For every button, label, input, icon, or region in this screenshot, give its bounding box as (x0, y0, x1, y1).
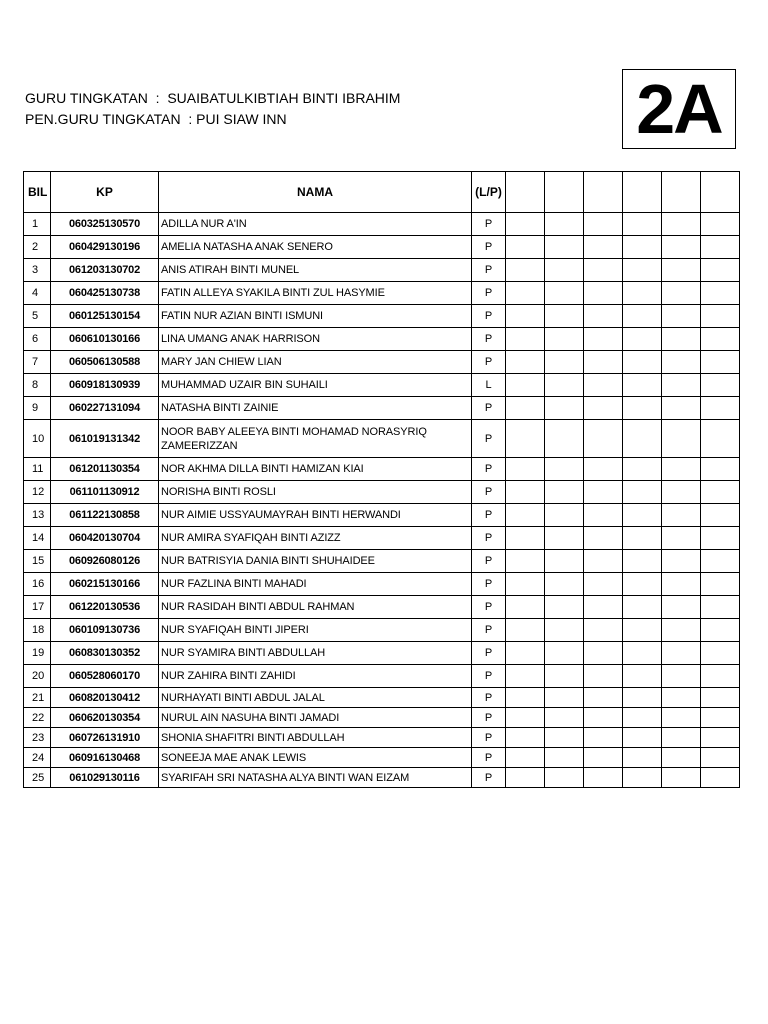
nama-cell: NURHAYATI BINTI ABDUL JALAL (159, 688, 472, 708)
lp-cell: P (472, 305, 506, 328)
lp-cell: P (472, 236, 506, 259)
blank-cell (701, 213, 740, 236)
bil-cell: 12 (24, 481, 51, 504)
blank-cell (584, 665, 623, 688)
kp-cell: 060429130196 (51, 236, 159, 259)
blank-cell (545, 642, 584, 665)
lp-cell: P (472, 708, 506, 728)
header-blank (701, 172, 740, 213)
blank-cell (584, 688, 623, 708)
blank-cell (506, 374, 545, 397)
kp-cell: 060926080126 (51, 550, 159, 573)
header-blank (506, 172, 545, 213)
blank-cell (662, 213, 701, 236)
kp-cell: 061220130536 (51, 596, 159, 619)
blank-cell (545, 708, 584, 728)
kp-cell: 060109130736 (51, 619, 159, 642)
header-blank (584, 172, 623, 213)
blank-cell (701, 596, 740, 619)
lp-cell: P (472, 282, 506, 305)
blank-cell (701, 374, 740, 397)
blank-cell (662, 665, 701, 688)
blank-cell (506, 550, 545, 573)
blank-cell (662, 374, 701, 397)
header-nama: NAMA (159, 172, 472, 213)
nama-cell: SONEEJA MAE ANAK LEWIS (159, 748, 472, 768)
table-row (24, 748, 740, 768)
bil-cell: 14 (24, 527, 51, 550)
bil-cell: 6 (24, 328, 51, 351)
blank-cell (662, 282, 701, 305)
blank-cell (506, 748, 545, 768)
blank-cell (584, 527, 623, 550)
lp-cell: P (472, 596, 506, 619)
blank-cell (506, 236, 545, 259)
bil-cell: 5 (24, 305, 51, 328)
table-row (24, 458, 740, 481)
blank-cell (545, 374, 584, 397)
blank-cell (623, 768, 662, 788)
lp-cell: P (472, 665, 506, 688)
blank-cell (506, 665, 545, 688)
blank-cell (545, 768, 584, 788)
blank-cell (623, 642, 662, 665)
blank-cell (545, 596, 584, 619)
blank-cell (662, 328, 701, 351)
blank-cell (623, 213, 662, 236)
bil-cell: 2 (24, 236, 51, 259)
lp-cell: P (472, 550, 506, 573)
blank-cell (623, 596, 662, 619)
blank-cell (623, 351, 662, 374)
guru-tingkatan-line: GURU TINGKATAN : SUAIBATULKIBTIAH BINTI IBRAHIM (25, 90, 401, 106)
nama-cell: LINA UMANG ANAK HARRISON (159, 328, 472, 351)
blank-cell (545, 728, 584, 748)
nama-cell: SHONIA SHAFITRI BINTI ABDULLAH (159, 728, 472, 748)
blank-cell (545, 305, 584, 328)
kp-cell: 060916130468 (51, 748, 159, 768)
blank-cell (506, 351, 545, 374)
kp-cell: 060918130939 (51, 374, 159, 397)
table-row (24, 282, 740, 305)
kp-cell: 060820130412 (51, 688, 159, 708)
blank-cell (545, 351, 584, 374)
nama-cell: MARY JAN CHIEW LIAN (159, 351, 472, 374)
bil-cell: 20 (24, 665, 51, 688)
nama-cell: ANIS ATIRAH BINTI MUNEL (159, 259, 472, 282)
lp-cell: P (472, 728, 506, 748)
blank-cell (506, 420, 545, 458)
blank-cell (545, 748, 584, 768)
nama-cell: NURUL AIN NASUHA BINTI JAMADI (159, 708, 472, 728)
table-row (24, 213, 740, 236)
blank-cell (701, 420, 740, 458)
bil-cell: 4 (24, 282, 51, 305)
blank-cell (584, 481, 623, 504)
table-row (24, 708, 740, 728)
nama-cell: NUR ZAHIRA BINTI ZAHIDI (159, 665, 472, 688)
blank-cell (584, 619, 623, 642)
blank-cell (545, 236, 584, 259)
blank-cell (662, 458, 701, 481)
blank-cell (662, 573, 701, 596)
blank-cell (623, 282, 662, 305)
header-lp: (L/P) (472, 172, 506, 213)
blank-cell (545, 420, 584, 458)
table-row (24, 728, 740, 748)
lp-cell: P (472, 768, 506, 788)
blank-cell (623, 481, 662, 504)
bil-cell: 17 (24, 596, 51, 619)
pen-guru-tingkatan-line: PEN.GURU TINGKATAN : PUI SIAW INN (25, 111, 287, 127)
table-row (24, 527, 740, 550)
blank-cell (584, 213, 623, 236)
blank-cell (506, 728, 545, 748)
nama-cell: NATASHA BINTI ZAINIE (159, 397, 472, 420)
blank-cell (701, 573, 740, 596)
blank-cell (584, 351, 623, 374)
bil-cell: 19 (24, 642, 51, 665)
blank-cell (506, 259, 545, 282)
blank-cell (701, 708, 740, 728)
bil-cell: 7 (24, 351, 51, 374)
blank-cell (662, 728, 701, 748)
blank-cell (662, 236, 701, 259)
blank-cell (506, 305, 545, 328)
bil-cell: 24 (24, 748, 51, 768)
blank-cell (545, 458, 584, 481)
table-row (24, 420, 740, 458)
blank-cell (506, 504, 545, 527)
blank-cell (584, 458, 623, 481)
blank-cell (701, 397, 740, 420)
blank-cell (623, 688, 662, 708)
lp-cell: P (472, 527, 506, 550)
kp-cell: 060620130354 (51, 708, 159, 728)
blank-cell (545, 259, 584, 282)
table-row (24, 328, 740, 351)
lp-cell: P (472, 573, 506, 596)
blank-cell (545, 504, 584, 527)
blank-cell (623, 748, 662, 768)
blank-cell (545, 688, 584, 708)
blank-cell (701, 642, 740, 665)
table-row (24, 619, 740, 642)
kp-cell: 060325130570 (51, 213, 159, 236)
kp-cell: 060506130588 (51, 351, 159, 374)
bil-cell: 8 (24, 374, 51, 397)
blank-cell (584, 550, 623, 573)
blank-cell (662, 527, 701, 550)
kp-cell: 061201130354 (51, 458, 159, 481)
table-row (24, 768, 740, 788)
blank-cell (701, 305, 740, 328)
lp-cell: P (472, 458, 506, 481)
kp-cell: 060125130154 (51, 305, 159, 328)
blank-cell (545, 527, 584, 550)
blank-cell (506, 642, 545, 665)
lp-cell: L (472, 374, 506, 397)
table-row (24, 305, 740, 328)
blank-cell (701, 236, 740, 259)
blank-cell (662, 688, 701, 708)
bil-cell: 10 (24, 420, 51, 458)
blank-cell (584, 420, 623, 458)
nama-cell: NUR AMIRA SYAFIQAH BINTI AZIZZ (159, 527, 472, 550)
kp-cell: 060830130352 (51, 642, 159, 665)
blank-cell (623, 236, 662, 259)
blank-cell (701, 328, 740, 351)
bil-cell: 21 (24, 688, 51, 708)
nama-cell: AMELIA NATASHA ANAK SENERO (159, 236, 472, 259)
blank-cell (506, 619, 545, 642)
blank-cell (584, 259, 623, 282)
class-label-box: 2A (622, 69, 736, 149)
bil-cell: 11 (24, 458, 51, 481)
kp-cell: 060726131910 (51, 728, 159, 748)
blank-cell (584, 642, 623, 665)
blank-cell (662, 420, 701, 458)
kp-cell: 061029130116 (51, 768, 159, 788)
lp-cell: P (472, 504, 506, 527)
blank-cell (623, 259, 662, 282)
nama-cell: NUR AIMIE USSYAUMAYRAH BINTI HERWANDI (159, 504, 472, 527)
table-row (24, 688, 740, 708)
nama-cell: NUR RASIDAH BINTI ABDUL RAHMAN (159, 596, 472, 619)
blank-cell (584, 236, 623, 259)
blank-cell (545, 619, 584, 642)
blank-cell (623, 619, 662, 642)
table-header-row (24, 172, 740, 213)
blank-cell (701, 351, 740, 374)
blank-cell (701, 458, 740, 481)
kp-cell: 061019131342 (51, 420, 159, 458)
lp-cell: P (472, 420, 506, 458)
kp-cell: 060528060170 (51, 665, 159, 688)
blank-cell (623, 504, 662, 527)
nama-cell: NUR SYAFIQAH BINTI JIPERI (159, 619, 472, 642)
blank-cell (662, 642, 701, 665)
blank-cell (545, 397, 584, 420)
nama-cell: FATIN ALLEYA SYAKILA BINTI ZUL HASYMIE (159, 282, 472, 305)
table-row (24, 504, 740, 527)
blank-cell (623, 328, 662, 351)
blank-cell (584, 596, 623, 619)
table-row (24, 374, 740, 397)
blank-cell (701, 768, 740, 788)
blank-cell (662, 619, 701, 642)
nama-cell: FATIN NUR AZIAN BINTI ISMUNI (159, 305, 472, 328)
blank-cell (623, 374, 662, 397)
nama-cell: NUR SYAMIRA BINTI ABDULLAH (159, 642, 472, 665)
blank-cell (545, 282, 584, 305)
bil-cell: 16 (24, 573, 51, 596)
nama-cell: SYARIFAH SRI NATASHA ALYA BINTI WAN EIZAM (159, 768, 472, 788)
blank-cell (506, 573, 545, 596)
blank-cell (506, 282, 545, 305)
blank-cell (506, 458, 545, 481)
table-row (24, 573, 740, 596)
blank-cell (506, 397, 545, 420)
blank-cell (506, 213, 545, 236)
blank-cell (623, 573, 662, 596)
bil-cell: 23 (24, 728, 51, 748)
blank-cell (662, 397, 701, 420)
header-blank (623, 172, 662, 213)
blank-cell (701, 619, 740, 642)
blank-cell (584, 328, 623, 351)
blank-cell (701, 259, 740, 282)
blank-cell (584, 708, 623, 728)
table-row (24, 550, 740, 573)
lp-cell: P (472, 397, 506, 420)
blank-cell (584, 397, 623, 420)
header-blank (662, 172, 701, 213)
blank-cell (662, 596, 701, 619)
bil-cell: 13 (24, 504, 51, 527)
blank-cell (506, 596, 545, 619)
nama-cell: NOR AKHMA DILLA BINTI HAMIZAN KIAI (159, 458, 472, 481)
blank-cell (701, 665, 740, 688)
blank-cell (662, 504, 701, 527)
blank-cell (506, 527, 545, 550)
lp-cell: P (472, 213, 506, 236)
blank-cell (701, 748, 740, 768)
kp-cell: 060215130166 (51, 573, 159, 596)
blank-cell (584, 728, 623, 748)
blank-cell (623, 665, 662, 688)
table-row (24, 642, 740, 665)
kp-cell: 061122130858 (51, 504, 159, 527)
kp-cell: 060227131094 (51, 397, 159, 420)
blank-cell (584, 748, 623, 768)
lp-cell: P (472, 619, 506, 642)
header-kp: KP (51, 172, 159, 213)
blank-cell (662, 708, 701, 728)
blank-cell (701, 688, 740, 708)
kp-cell: 061101130912 (51, 481, 159, 504)
blank-cell (623, 397, 662, 420)
blank-cell (701, 728, 740, 748)
blank-cell (584, 374, 623, 397)
blank-cell (662, 768, 701, 788)
blank-cell (623, 708, 662, 728)
blank-cell (662, 305, 701, 328)
table-row (24, 351, 740, 374)
student-roster-table (23, 171, 740, 788)
table-row (24, 481, 740, 504)
blank-cell (584, 573, 623, 596)
blank-cell (623, 550, 662, 573)
blank-cell (662, 351, 701, 374)
blank-cell (623, 458, 662, 481)
bil-cell: 22 (24, 708, 51, 728)
nama-cell: NUR BATRISYIA DANIA BINTI SHUHAIDEE (159, 550, 472, 573)
kp-cell: 061203130702 (51, 259, 159, 282)
blank-cell (701, 504, 740, 527)
lp-cell: P (472, 328, 506, 351)
header-blank (545, 172, 584, 213)
bil-cell: 9 (24, 397, 51, 420)
kp-cell: 060425130738 (51, 282, 159, 305)
kp-cell: 060610130166 (51, 328, 159, 351)
blank-cell (506, 328, 545, 351)
bil-cell: 15 (24, 550, 51, 573)
table-row (24, 397, 740, 420)
blank-cell (506, 708, 545, 728)
blank-cell (506, 768, 545, 788)
blank-cell (701, 527, 740, 550)
bil-cell: 1 (24, 213, 51, 236)
nama-cell: MUHAMMAD UZAIR BIN SUHAILI (159, 374, 472, 397)
blank-cell (584, 282, 623, 305)
blank-cell (545, 213, 584, 236)
table-row (24, 259, 740, 282)
bil-cell: 3 (24, 259, 51, 282)
table-body (24, 213, 740, 788)
table-row (24, 665, 740, 688)
blank-cell (701, 550, 740, 573)
table-row (24, 236, 740, 259)
blank-cell (701, 282, 740, 305)
blank-cell (662, 748, 701, 768)
lp-cell: P (472, 481, 506, 504)
blank-cell (623, 527, 662, 550)
blank-cell (584, 768, 623, 788)
blank-cell (545, 665, 584, 688)
bil-cell: 25 (24, 768, 51, 788)
nama-cell: NOOR BABY ALEEYA BINTI MOHAMAD NORASYRIQ ZAMEERIZZAN (159, 420, 472, 458)
blank-cell (584, 305, 623, 328)
table-row (24, 596, 740, 619)
blank-cell (545, 328, 584, 351)
blank-cell (662, 550, 701, 573)
blank-cell (506, 688, 545, 708)
blank-cell (506, 481, 545, 504)
lp-cell: P (472, 748, 506, 768)
blank-cell (662, 481, 701, 504)
blank-cell (623, 305, 662, 328)
blank-cell (623, 728, 662, 748)
blank-cell (545, 550, 584, 573)
blank-cell (623, 420, 662, 458)
nama-cell: ADILLA NUR A'IN (159, 213, 472, 236)
nama-cell: NUR FAZLINA BINTI MAHADI (159, 573, 472, 596)
blank-cell (584, 504, 623, 527)
lp-cell: P (472, 351, 506, 374)
lp-cell: P (472, 688, 506, 708)
lp-cell: P (472, 259, 506, 282)
blank-cell (662, 259, 701, 282)
bil-cell: 18 (24, 619, 51, 642)
blank-cell (701, 481, 740, 504)
kp-cell: 060420130704 (51, 527, 159, 550)
nama-cell: NORISHA BINTI ROSLI (159, 481, 472, 504)
blank-cell (545, 573, 584, 596)
lp-cell: P (472, 642, 506, 665)
blank-cell (545, 481, 584, 504)
header-bil: BIL (24, 172, 51, 213)
